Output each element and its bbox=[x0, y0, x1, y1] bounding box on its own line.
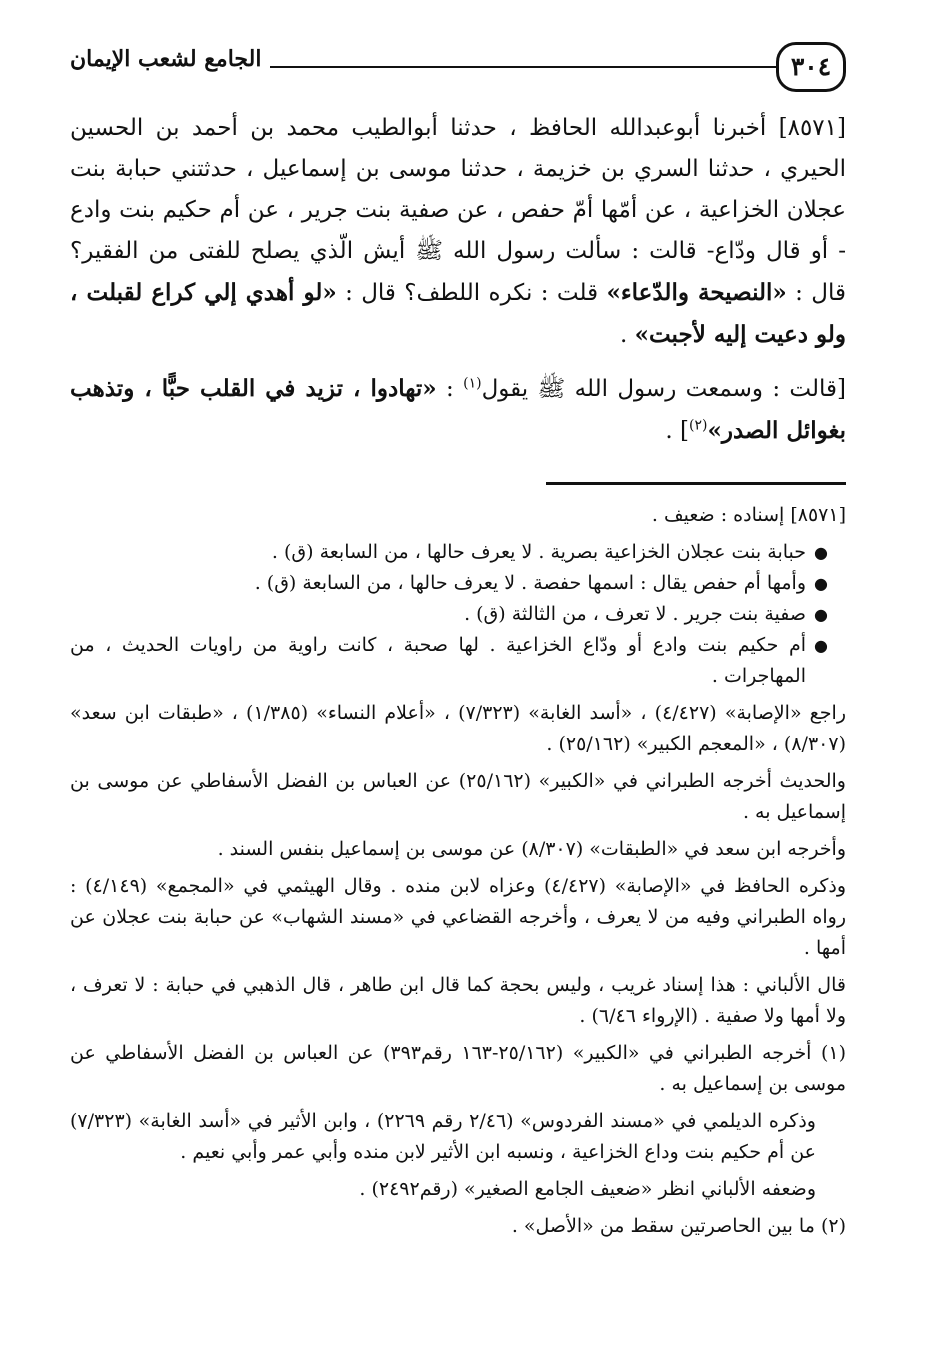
takhrij-paragraph: وأخرجه ابن سعد في «الطبقات» (٨/٣٠٧) عن موسى بن إسماعيل بنفس السند . bbox=[217, 838, 846, 860]
takhrij-paragraph: والحديث أخرجه الطبراني في «الكبير» (٢٥/١٦٢) عن العباس بن الفضل الأسفاطي عن موسى بن إسماعيل به . bbox=[70, 770, 846, 823]
footnote-ref-2[interactable]: (٢) bbox=[689, 417, 708, 434]
running-title: الجامع لشعب الإيمان bbox=[70, 46, 262, 72]
hadith-text: : bbox=[436, 376, 464, 402]
footnote-1-line: وذكره الديلمي في «مسند الفردوس» (٢/٤٦ رقم ٢٢٦٩) ، وابن الأثير في «أسد الغابة» (٧/٣٢٣) عن أم حكيم بنت وداع الخزاعية ، ونسبه ابن الأثير لابن منده وأبي عمر وأبي نعيم . bbox=[70, 1110, 816, 1163]
list-item: ● صفية بنت جرير . لا تعرف ، من الثالثة (ق) . bbox=[70, 599, 828, 630]
page-number: ٣٠٤ bbox=[776, 42, 846, 92]
list-item: ● وأمها أم حفص يقال : اسمها حفصة . لا يعرف حالها ، من السابعة (ق) . bbox=[70, 568, 828, 599]
page-header bbox=[70, 40, 846, 98]
narrator-list bbox=[70, 537, 846, 692]
footnote-ref-1[interactable]: (١) bbox=[463, 375, 482, 392]
footnote-1-line: وضعفه الألباني انظر «ضعيف الجامع الصغير» (رقم٢٤٩٢) . bbox=[359, 1178, 816, 1200]
hadith-text: قلت : نكره اللطف؟ قال : bbox=[336, 280, 607, 306]
hadith-text: [٨٥٧١] أخبرنا أبوعبدالله الحافظ ، حدثنا أبوالطيب محمد بن أحمد بن الحسين الحيري ، حدثنا السري بن خزيمة ، حدثنا موسى بن إسماعيل ، حدثتني حبابة بنت عجلان الخزاعية ، عن أمّها أمّ حفص ، عن صفية بنت جرير ، عن أم حكيم بنت وادع - أو قال ودّاع- قالت : سألت رسول الله ﷺ أيش الّذي يصلح للفتى من الفقير؟ قال : bbox=[70, 115, 846, 306]
hadith-text: [قالت : وسمعت رسول الله ﷺ يقول bbox=[481, 376, 846, 402]
isnad-grade: [٨٥٧١] إسناده : ضعيف . bbox=[651, 504, 846, 526]
bullet-icon: ● bbox=[814, 605, 828, 624]
bullet-icon: ● bbox=[814, 636, 828, 655]
footnote-1 bbox=[70, 1038, 846, 1205]
list-item: ● حبابة بنت عجلان الخزاعية بصرية . لا يعرف حالها ، من السابعة (ق) . bbox=[70, 537, 828, 568]
footnote-separator bbox=[546, 482, 846, 485]
hadith-text: . bbox=[619, 322, 635, 348]
footnote-1-label: (١) bbox=[820, 1042, 846, 1064]
header-rule bbox=[270, 66, 779, 68]
footnote-1-line: (١) أخرجه الطبراني في «الكبير» (٢٥/١٦٢-١٦٣ رقم٣٩٣) عن العباس بن الفضل الأسفاطي عن موسى بن إسماعيل به . bbox=[70, 1042, 846, 1095]
hadith-text: ] . bbox=[665, 418, 690, 444]
prophet-quote: «لو أهدي إلي كراع لقبلت ، ولو دعيت إليه لأجبت» bbox=[70, 279, 846, 348]
footnote-2-line: (٢) ما بين الحاصرتين سقط من «الأصل» . bbox=[511, 1215, 846, 1237]
list-item: ● أم حكيم بنت وادع أو ودّاع الخزاعية . لها صحبة ، كانت راوية من راويات الحديث ، من المهاجرات . bbox=[70, 630, 828, 692]
footnote-2-label: (٢) bbox=[820, 1215, 846, 1237]
prophet-quote: «النصيحة والدّعاء» bbox=[606, 279, 787, 306]
prophet-quote: «تهادوا ، تزيد في القلب حبًّا ، وتذهب بغوائل الصدر» bbox=[70, 375, 846, 444]
footnotes bbox=[70, 500, 846, 1248]
bullet-icon: ● bbox=[814, 543, 828, 562]
references-paragraph: راجع «الإصابة» (٤/٤٢٧) ، «أسد الغابة» (٧/٣٢٣) ، «أعلام النساء» (١/٣٨٥) ، «طبقات ابن سعد» (٨/٣٠٧) ، «المعجم الكبير» (٢٥/١٦٢) . bbox=[70, 702, 846, 755]
takhrij-paragraph: وذكره الحافظ في «الإصابة» (٤/٤٢٧) وعزاه لابن منده . وقال الهيثمي في «المجمع» (٤/١٤٩) : رواه الطبراني وفيه من لا يعرف ، وأخرجه القضاعي في «مسند الشهاب» عن حبابة بنت عجلان عن أمها . bbox=[70, 875, 847, 959]
bullet-icon: ● bbox=[814, 574, 828, 593]
main-text bbox=[70, 108, 846, 452]
footnote-2 bbox=[70, 1211, 846, 1242]
hadith-8571 bbox=[70, 108, 846, 356]
hadith-addition bbox=[70, 368, 846, 452]
albani-paragraph: قال الألباني : هذا إسناد غريب ، وليس بحجة كما قال ابن طاهر ، قال الذهبي في حبابة : لا تعرف ، ولا أمها ولا صفية . (الإرواء ٦/٤٦) . bbox=[70, 974, 846, 1027]
